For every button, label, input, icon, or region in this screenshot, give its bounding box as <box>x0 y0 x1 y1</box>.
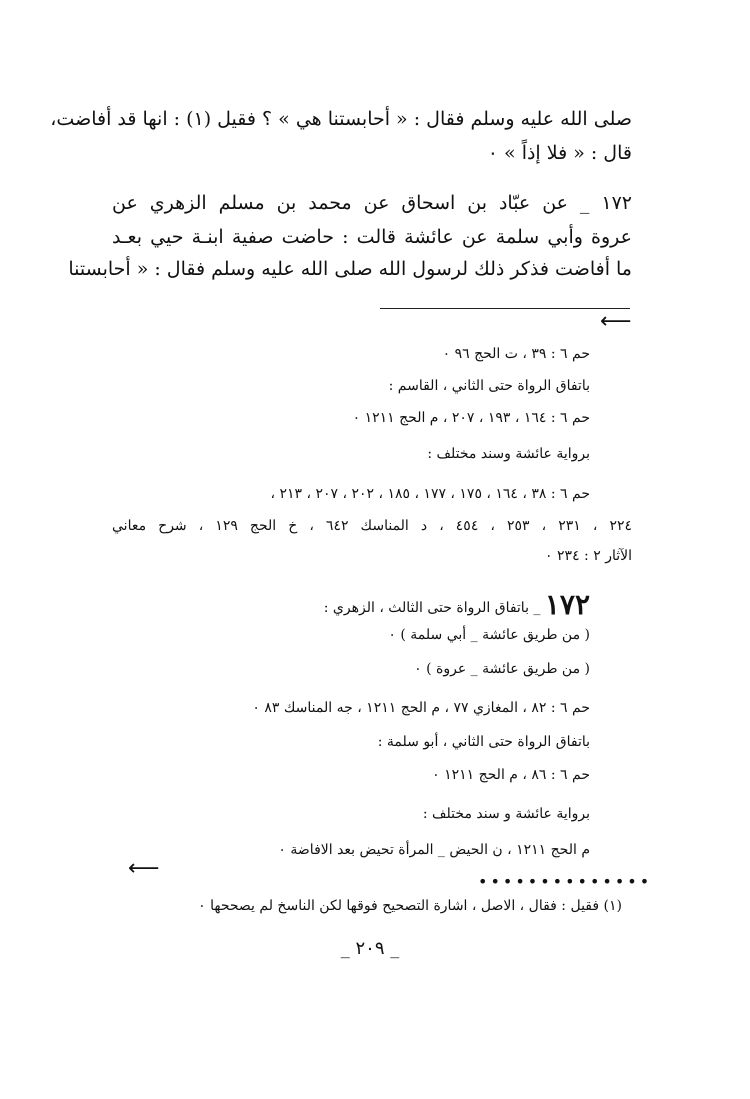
main-text-line-3: ١٧٢ _ عن عبّاد بن اسحاق عن محمد بن مسلم الزهري عن <box>112 192 632 214</box>
note-line: ( من طريق عائشة _ أبي سلمة ) ٠ <box>388 627 590 643</box>
note-line: باتفاق الرواة حتى الثاني ، القاسم : <box>388 378 590 394</box>
note-line: باتفاق الرواة حتى الثاني ، أبو سلمة : <box>377 734 590 750</box>
page-number: _ ٢٠٩ _ <box>340 938 400 959</box>
note-line: حم ٦ : ٣٩ ، ت الحج ٩٦ ٠ <box>442 346 590 362</box>
note-line: ٢٢٤ ، ٢٣١ ، ٢٥٣ ، ٤٥٤ ، د المناسك ٦٤٢ ، خ الحج ١٢٩ ، شرح معاني <box>112 518 632 534</box>
note-line: برواية عائشة وسند مختلف : <box>427 446 590 462</box>
main-text-line-2: قال : « فلا إذاً » ٠ <box>487 142 632 164</box>
main-text-line-5: ما أفاضت فذكر ذلك لرسول الله صلى الله عليه وسلم فقال : « أحابستنا <box>68 258 632 280</box>
note-line: حم ٦ : ١٦٤ ، ١٩٣ ، ٢٠٧ ، م الحج ١٢١١ ٠ <box>352 410 590 426</box>
hadith-note-text: _ باتفاق الرواة حتى الثالث ، الزهري : <box>323 600 545 616</box>
separator-rule <box>380 308 630 309</box>
hadith-note-heading <box>324 588 590 621</box>
note-line: م الحج ١٢١١ ، ن الحيض _ المرأة تحيض بعد الافاضة ٠ <box>278 842 590 858</box>
dotted-separator: •••••••••••••• <box>478 872 653 891</box>
note-line: حم ٦ : ٨٢ ، المغازي ٧٧ ، م الحج ١٢١١ ، جه المناسك ٨٣ ٠ <box>252 700 590 716</box>
hadith-number: ١٧٢ <box>544 588 590 621</box>
main-text-line-4: عروة وأبي سلمة عن عائشة قالت : حاضت صفية ابنـة حيي بعـد <box>112 226 632 248</box>
note-line: برواية عائشة و سند مختلف : <box>422 806 590 822</box>
left-arrow-icon: ⟵ <box>128 856 160 881</box>
note-line: حم ٦ : ٨٦ ، م الحج ١٢١١ ٠ <box>432 767 590 783</box>
note-line: حم ٦ : ٣٨ ، ١٦٤ ، ١٧٥ ، ١٧٧ ، ١٨٥ ، ٢٠٢ ، ٢٠٧ ، ٢١٣ ، <box>270 486 590 502</box>
note-line: ( من طريق عائشة _ عروة ) ٠ <box>414 661 590 677</box>
main-text-line-1: صلى الله عليه وسلم فقال : « أحابستنا هي » ؟ فقيل (١) : انها قد أفاضت، <box>50 108 632 130</box>
note-line: الآثار ٢ : ٢٣٤ ٠ <box>545 548 632 564</box>
left-arrow-icon: ⟵ <box>600 309 632 334</box>
footnote: (١) فقيل : فقال ، الاصل ، اشارة التصحيح فوقها لكن الناسخ لم يصححها ٠ <box>198 898 622 914</box>
